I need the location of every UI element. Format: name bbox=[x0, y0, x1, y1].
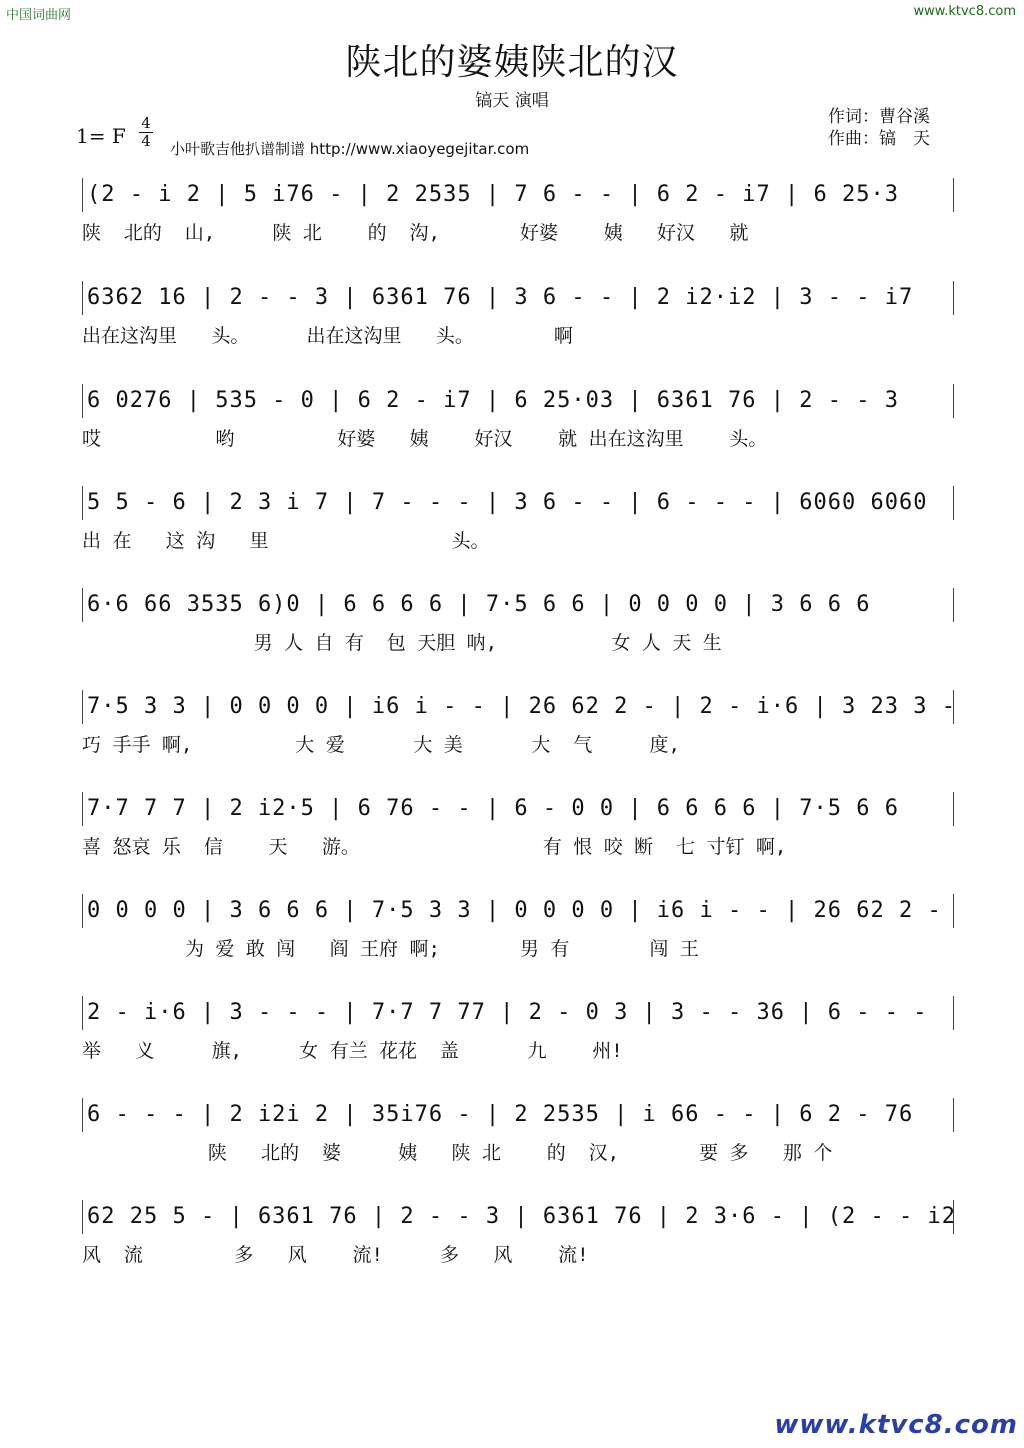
lyric-row: 喜 怒哀 乐 信 天 游。 有 恨 咬 断 七 寸钉 啊, bbox=[82, 836, 787, 858]
score-maker: 小叶歌吉他扒谱制谱 http://www.xiaoyegejitar.com bbox=[170, 140, 530, 158]
lyric-row: 风 流 多 风 流! 多 风 流! bbox=[82, 1244, 589, 1266]
staff-line-2 bbox=[82, 281, 954, 351]
site-url-right: www.ktvc8.com bbox=[913, 4, 1016, 19]
staff-line-4 bbox=[82, 486, 954, 556]
staff-line-1 bbox=[82, 178, 954, 248]
notation-row: 7·7 7 7 | 2 i2·5 | 6 76 - - | 6 - 0 0 | 6 6 6 6 | 7·5 6 6 bbox=[82, 792, 954, 826]
staff-line-7 bbox=[82, 792, 954, 862]
notation-row: 6362 16 | 2 - - 3 | 6361 76 | 3 6 - - | 2 i2·i2 | 3 - - i7 bbox=[82, 281, 954, 315]
staff-line-9 bbox=[82, 996, 954, 1066]
credits bbox=[828, 106, 930, 150]
staff-line-8 bbox=[82, 894, 954, 964]
composer: 作曲：镐 天 bbox=[828, 129, 930, 149]
lyric-row: 巧 手手 啊, 大 爱 大 美 大 气 度, bbox=[82, 734, 680, 756]
lyricist: 作词：曹谷溪 bbox=[828, 107, 930, 127]
staff-line-6 bbox=[82, 690, 954, 760]
time-signature bbox=[136, 116, 156, 149]
notation-row: (2 - i 2 | 5 i76 - | 2 2535 | 7 6 - - | 6 2 - i7 | 6 25·3 bbox=[82, 178, 954, 212]
notation-row: 6 - - - | 2 i2i 2 | 35i76 - | 2 2535 | i 66 - - | 6 2 - 76 bbox=[82, 1098, 954, 1132]
song-title: 陕北的婆姨陕北的汉 bbox=[345, 42, 679, 83]
staff-line-3 bbox=[82, 384, 954, 454]
notation-row: 7·5 3 3 | 0 0 0 0 | i6 i - - | 26 62 2 - | 2 - i·6 | 3 23 3 - bbox=[82, 690, 954, 724]
notation-row: 6 0276 | 535 - 0 | 6 2 - i7 | 6 25·03 | 6361 76 | 2 - - 3 bbox=[82, 384, 954, 418]
notation-row: 2 - i·6 | 3 - - - | 7·7 7 77 | 2 - 0 3 | 3 - - 36 | 6 - - - bbox=[82, 996, 954, 1030]
time-sig-top: 4 bbox=[141, 114, 151, 132]
lyric-row: 出 在 这 沟 里 头。 bbox=[82, 530, 490, 552]
lyric-row: 陕 北的 山, 陕 北 的 沟, 好婆 姨 好汉 就 bbox=[82, 222, 749, 244]
time-sig-bottom: 4 bbox=[141, 132, 151, 150]
performer: 镐天 演唱 bbox=[475, 91, 549, 111]
lyric-row: 举 义 旗, 女 有兰 花花 盖 九 州! bbox=[82, 1040, 623, 1062]
staff-line-10 bbox=[82, 1098, 954, 1168]
notation-row: 62 25 5 - | 6361 76 | 2 - - 3 | 6361 76 | 2 3·6 - | (2 - - i2 bbox=[82, 1200, 954, 1234]
staff-line-5 bbox=[82, 588, 954, 658]
staff-line-11 bbox=[82, 1200, 954, 1270]
watermark-logo: www.ktvc8.com bbox=[774, 1410, 1018, 1440]
notation-row: 6·6 66 3535 6)0 | 6 6 6 6 | 7·5 6 6 | 0 0 0 0 | 3 6 6 6 bbox=[82, 588, 954, 622]
lyric-row: 为 爱 敢 闯 阎 王府 啊; 男 有 闯 王 bbox=[82, 938, 699, 960]
site-name-left: 中国词曲网 bbox=[6, 8, 72, 23]
notation-row: 5 5 - 6 | 2 3 i 7 | 7 - - - | 3 6 - - | 6 - - - | 6060 6060 bbox=[82, 486, 954, 520]
lyric-row: 陕 北的 婆 姨 陕 北 的 汉, 要 多 那 个 bbox=[82, 1142, 833, 1164]
lyric-row: 出在这沟里 头。 出在这沟里 头。 啊 bbox=[82, 325, 573, 347]
lyric-row: 男 人 自 有 包 天胆 呐, 女 人 天 生 bbox=[82, 632, 722, 654]
key-signature: 1= F bbox=[76, 124, 126, 148]
lyric-row: 哎 哟 好婆 姨 好汉 就 出在这沟里 头。 bbox=[82, 428, 768, 450]
notation-row: 0 0 0 0 | 3 6 6 6 | 7·5 3 3 | 0 0 0 0 | i6 i - - | 26 62 2 - bbox=[82, 894, 954, 928]
